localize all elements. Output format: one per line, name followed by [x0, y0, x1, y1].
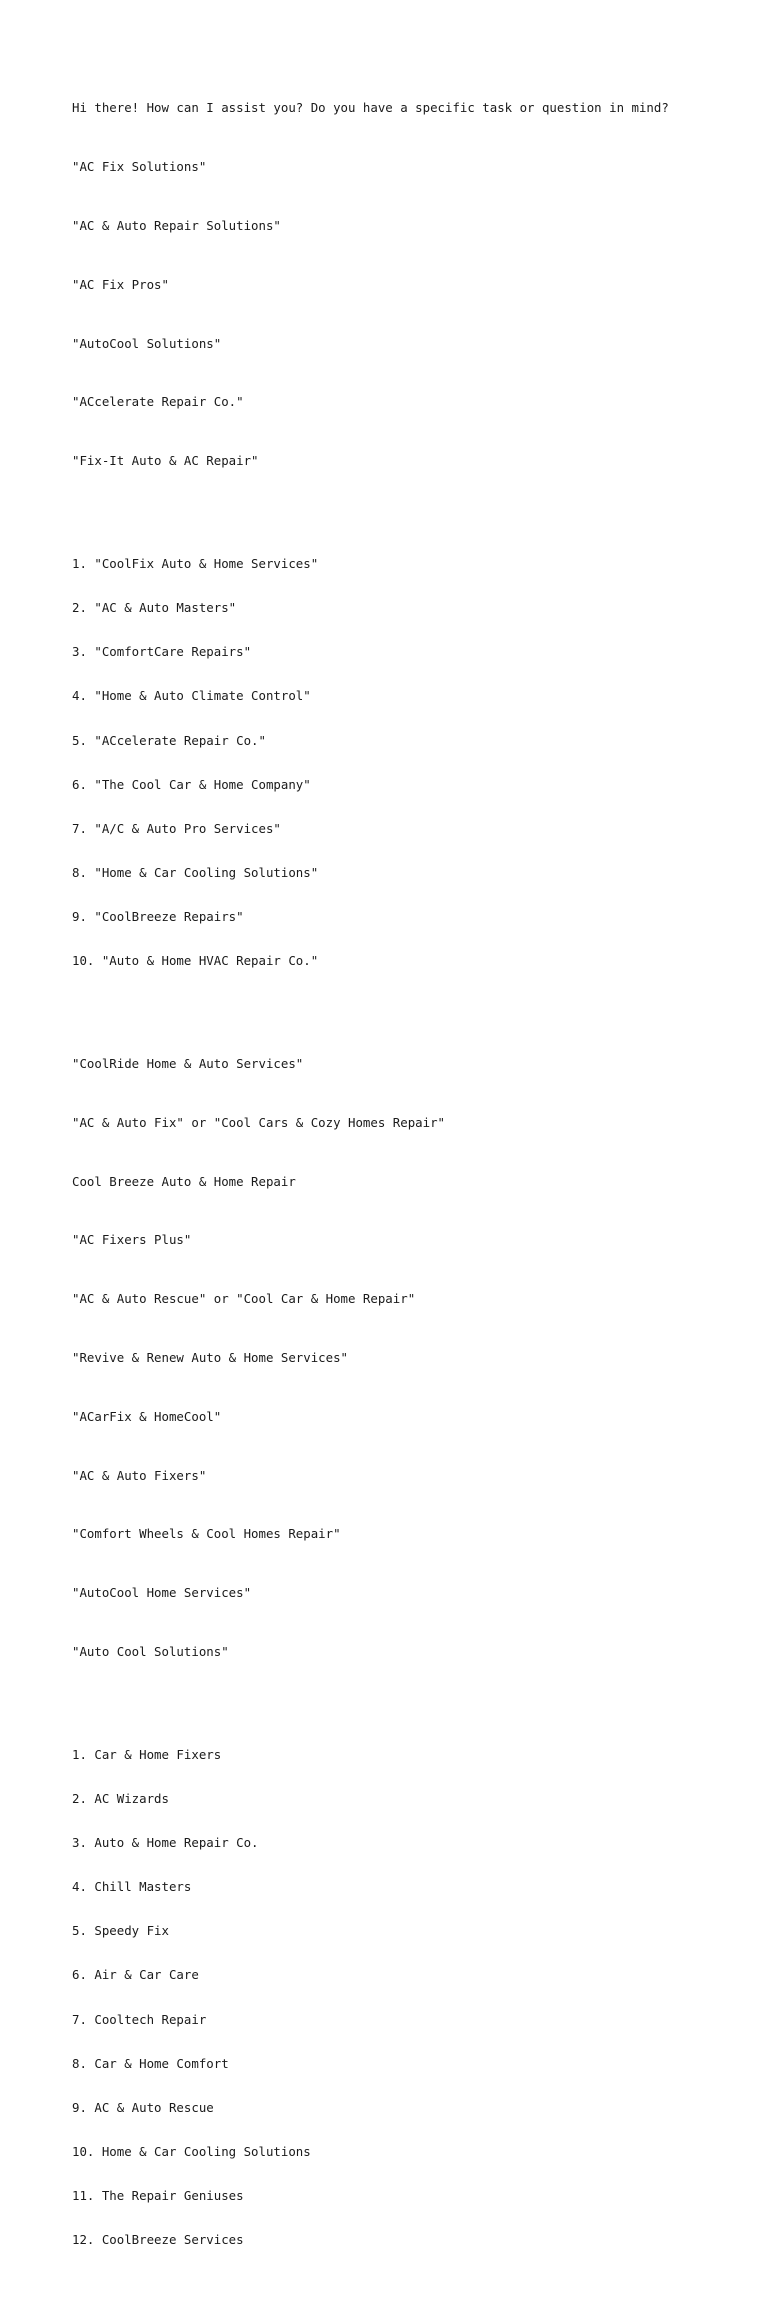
name-suggestion: "ACcelerate Repair Co." [72, 394, 244, 410]
list-item: 2. AC Wizards [72, 1790, 169, 1806]
list-item: 3. Auto & Home Repair Co. [72, 1835, 259, 1851]
list-item: 5. "ACcelerate Repair Co." [72, 732, 266, 748]
list-item: 12. CoolBreeze Services [72, 2232, 244, 2248]
name-suggestion: "ACarFix & HomeCool" [72, 1408, 222, 1424]
name-suggestion: "AC Fix Solutions" [72, 159, 207, 175]
greeting-paragraph: Hi there! How can I assist you? Do you have a specific task or question in mind? [72, 100, 669, 116]
name-suggestion: "AC & Auto Rescue" or "Cool Car & Home Repair" [72, 1291, 416, 1307]
list-item: 7. Cooltech Repair [72, 2011, 207, 2027]
list-item: 8. "Home & Car Cooling Solutions" [72, 864, 319, 880]
name-suggestion: "AC & Auto Repair Solutions" [72, 218, 281, 233]
name-suggestion: "Comfort Wheels & Cool Homes Repair" [72, 1526, 341, 1542]
list-item: 9. "CoolBreeze Repairs" [72, 908, 244, 924]
name-suggestion: "Fix-It Auto & AC Repair" [72, 453, 259, 469]
list-item: 5. Speedy Fix [72, 1923, 169, 1939]
list-item: 11. The Repair Geniuses [72, 2187, 244, 2203]
list-item: 1. Car & Home Fixers [72, 1746, 222, 1762]
list-item: 4. Chill Masters [72, 1879, 192, 1895]
list-item: 6. Air & Car Care [72, 1967, 199, 1983]
list-item: 2. "AC & Auto Masters" [72, 600, 237, 616]
name-suggestion: "AC & Auto Fix" or "Cool Cars & Cozy Homes Repair" [72, 1114, 445, 1130]
list-item: 6. "The Cool Car & Home Company" [72, 776, 311, 792]
list-item: 3. "ComfortCare Repairs" [72, 644, 252, 660]
list-item: 10. "Auto & Home HVAC Repair Co." [72, 953, 319, 969]
name-suggestion: "AC Fixers Plus" [72, 1232, 192, 1248]
list-item: 1. "CoolFix Auto & Home Services" [72, 556, 319, 572]
list-item: 9. AC & Auto Rescue [72, 2099, 214, 2115]
name-suggestion: "Revive & Renew Auto & Home Services" [72, 1349, 349, 1365]
document-body [72, 72, 712, 2307]
numbered-list-first [72, 528, 712, 999]
name-suggestion: "CoolRide Home & Auto Services" [72, 1055, 304, 1071]
name-suggestion: "AC & Auto Fixers" [72, 1467, 207, 1483]
list-item: 4. "Home & Auto Climate Control" [72, 688, 311, 704]
name-suggestion: "Auto Cool Solutions" [72, 1643, 229, 1659]
name-suggestion: "AutoCool Solutions" [72, 335, 222, 351]
list-item: 10. Home & Car Cooling Solutions [72, 2143, 311, 2159]
name-suggestion: "AC Fix Pros" [72, 276, 169, 292]
name-suggestion: "AutoCool Home Services" [72, 1585, 252, 1601]
list-item: 8. Car & Home Comfort [72, 2055, 229, 2071]
list-item: 7. "A/C & Auto Pro Services" [72, 820, 281, 836]
numbered-list-second [72, 1718, 712, 2277]
name-suggestion: Cool Breeze Auto & Home Repair [72, 1173, 296, 1189]
